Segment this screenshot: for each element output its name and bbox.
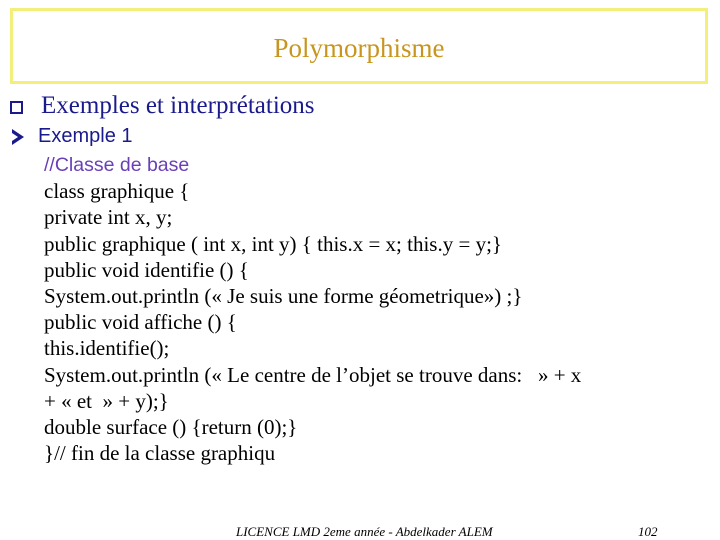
- code-line: double surface () {return (0);}: [44, 415, 298, 440]
- code-block: [44, 152, 581, 466]
- code-line: private int x, y;: [44, 205, 173, 230]
- code-line: System.out.println (« Le centre de l’objet se trouve dans: » + x: [44, 362, 582, 387]
- code-line: public void affiche () {: [44, 310, 237, 335]
- square-bullet-icon: [10, 101, 23, 114]
- title-box: [10, 8, 708, 84]
- heading-row: [10, 92, 315, 120]
- code-comment: //Classe de base: [44, 154, 190, 176]
- subheading-row: [10, 125, 133, 148]
- example-heading: Exemple 1: [38, 125, 133, 147]
- code-line: class graphique {: [44, 179, 190, 204]
- arrow-bullet-icon: [12, 129, 24, 145]
- code-line: }// fin de la classe graphiqu: [44, 441, 276, 466]
- code-line: System.out.println (« Je suis une forme géometrique») ;}: [44, 284, 523, 309]
- code-line: this.identifie();: [44, 336, 170, 361]
- code-line: public void identifie () {: [44, 257, 249, 282]
- page-number: 102: [638, 524, 658, 539]
- code-line: + « et » + y);}: [44, 388, 169, 413]
- footer-text: LICENCE LMD 2eme année - Abdelkader ALEM: [236, 524, 493, 539]
- code-line: public graphique ( int x, int y) { this.x = x; this.y = y;}: [44, 231, 502, 256]
- section-heading: Exemples et interprétations: [41, 92, 315, 119]
- slide-title: Polymorphisme: [273, 32, 445, 63]
